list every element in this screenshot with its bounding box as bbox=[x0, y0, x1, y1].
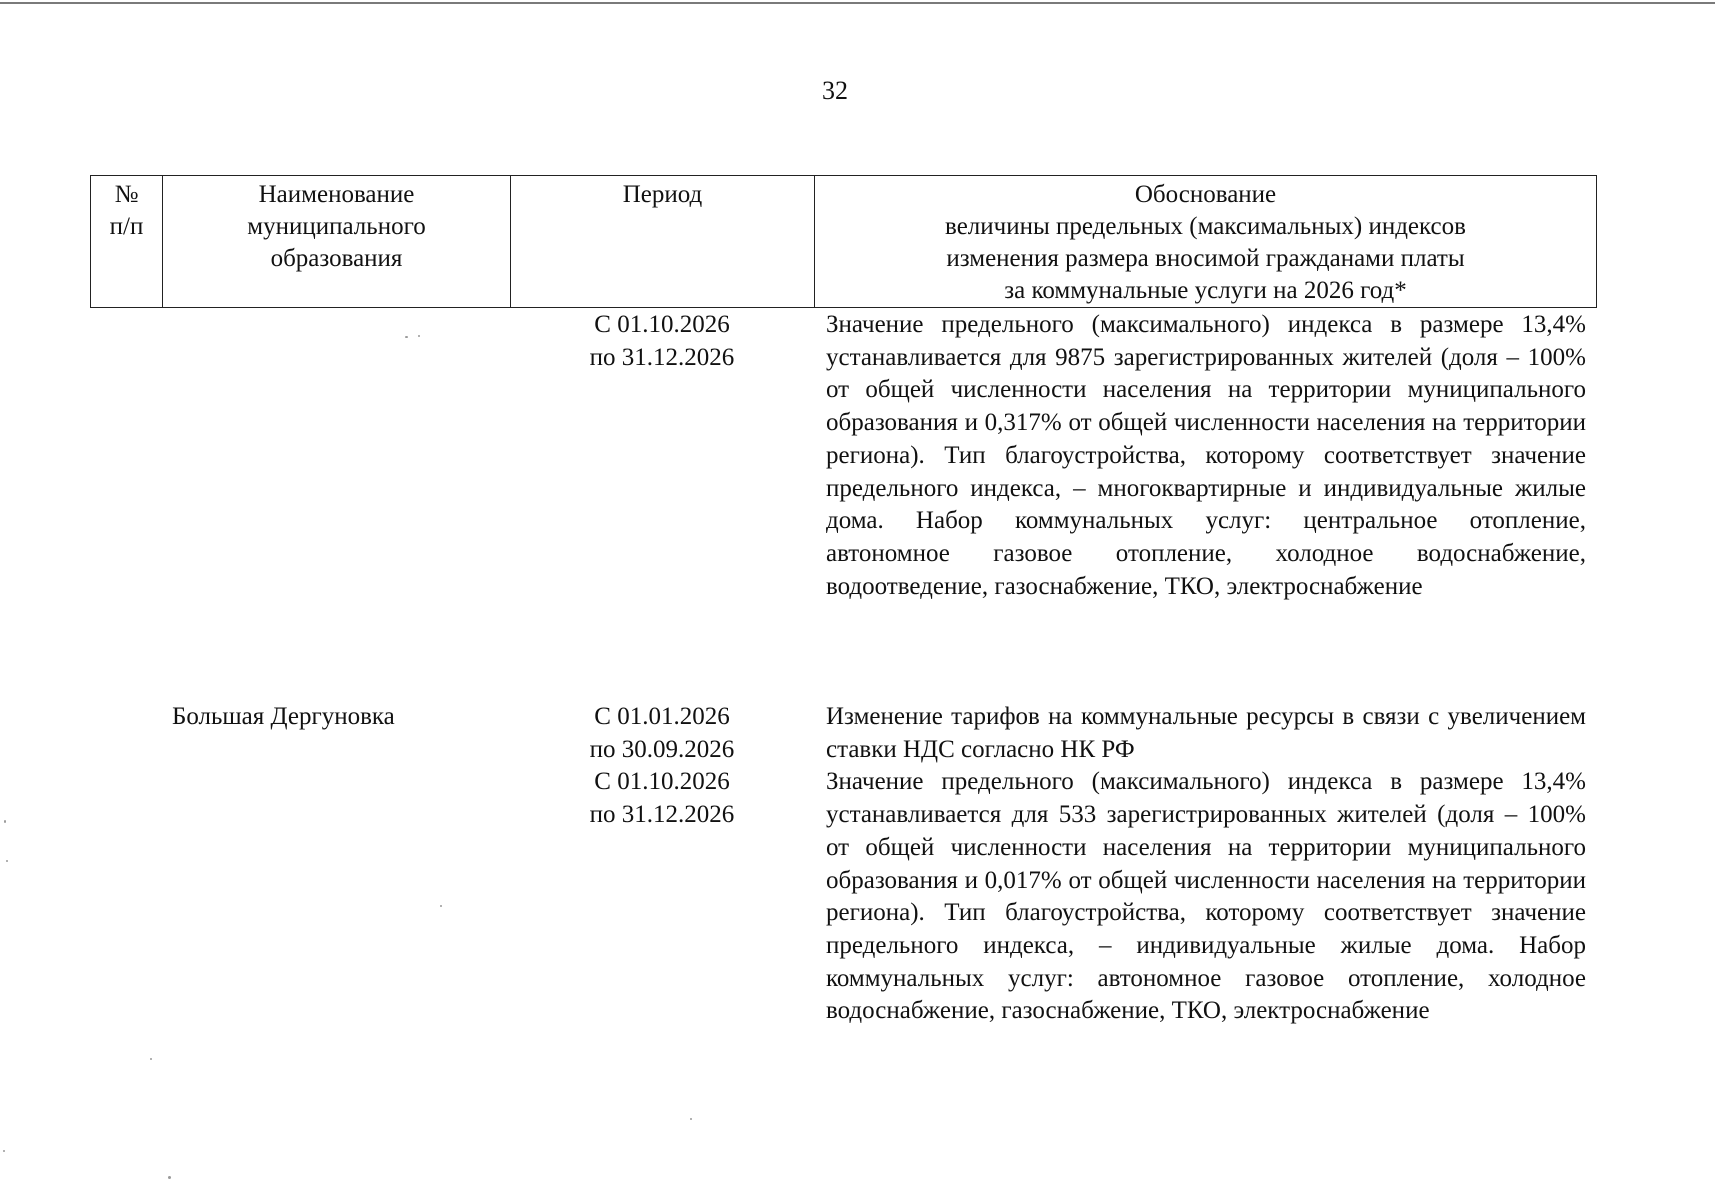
row-2-municipality-name: Большая Дергуновка bbox=[172, 703, 395, 730]
row-2-basis-paragraph-1: Изменение тарифов на коммунальные ресурсы в связи с увеличением ставки НДС согласно НК РФ bbox=[826, 703, 1586, 763]
table-header bbox=[90, 175, 1597, 308]
header-number bbox=[91, 176, 163, 308]
row-2-period-line-1: С 01.01.2026 bbox=[594, 703, 730, 730]
row-2-period-line-3: С 01.10.2026 bbox=[594, 768, 730, 796]
row-2-period-line-4: по 31.12.2026 bbox=[589, 801, 735, 829]
table-header-row bbox=[91, 176, 1597, 308]
row-2-basis bbox=[826, 701, 1586, 1028]
header-name-line-1: Наименование bbox=[258, 181, 415, 208]
header-period-line-1: Период bbox=[622, 181, 703, 208]
row-1-period-line-1: С 01.10.2026 bbox=[594, 311, 730, 338]
header-basis-line-1: Обоснование bbox=[1134, 181, 1277, 208]
scan-speck bbox=[405, 336, 408, 338]
header-basis bbox=[815, 176, 1597, 308]
page-number: 32 bbox=[822, 76, 848, 105]
header-number-line-1: № bbox=[114, 181, 139, 208]
row-1-basis-paragraph-1: Значение предельного (максимального) индекса в размере 13,4% устанавливается для 9875 зарегистрированных жителей (доля – 100% от общей численности населения на территории муниципального образования и 0,317% от общей численности населения на территории региона). Тип благоустройства, которому соответствует значение предельного индекса, – многоквартирные и индивидуальные жилые дома. Набор коммунальных услуг: центральное отопление, автономное газовое отопление, холодное водоснабжение, водоотведение, газоснабжение, ТКО, электроснабжение bbox=[826, 311, 1586, 600]
header-basis-line-3: изменения размера вносимой гражданами платы bbox=[946, 245, 1465, 272]
scan-speck bbox=[3, 1150, 5, 1152]
row-1-period bbox=[542, 309, 782, 374]
header-name-line-3: образования bbox=[270, 245, 403, 272]
row-1-basis bbox=[826, 309, 1586, 603]
scan-speck bbox=[168, 1176, 171, 1179]
row-2-basis-paragraph-2: Значение предельного (максимального) индекса в размере 13,4% устанавливается для 533 зарегистрированных жителей (доля – 100% от общей численности населения на территории муниципального образования и 0,017% от общей численности населения на территории региона). Тип благоустройства, которому соответствует значение предельного индекса, – индивидуальные жилые дома. Набор коммунальных услуг: автономное газовое отопление, холодное водоснабжение, газоснабжение, ТКО, электроснабжение bbox=[826, 768, 1586, 1025]
header-basis-line-4: за коммунальные услуги на 2026 год* bbox=[1004, 277, 1407, 304]
scan-speck bbox=[440, 905, 442, 907]
header-basis-line-2: величины предельных (максимальных) индексов bbox=[945, 213, 1466, 240]
header-number-line-2: п/п bbox=[109, 213, 144, 240]
row-1-period-line-2: по 31.12.2026 bbox=[589, 343, 735, 371]
scan-speck bbox=[418, 335, 420, 337]
scan-speck bbox=[4, 820, 6, 823]
scan-speck bbox=[150, 1058, 152, 1060]
header-period bbox=[511, 176, 815, 308]
row-2-period-line-2: по 30.09.2026 bbox=[589, 735, 735, 763]
scan-speck bbox=[6, 860, 8, 862]
header-name-line-2: муниципального bbox=[247, 213, 426, 240]
scan-top-edge bbox=[0, 2, 1715, 4]
row-2-period bbox=[542, 701, 782, 832]
scan-speck bbox=[690, 1118, 692, 1120]
header-municipality-name bbox=[163, 176, 511, 308]
